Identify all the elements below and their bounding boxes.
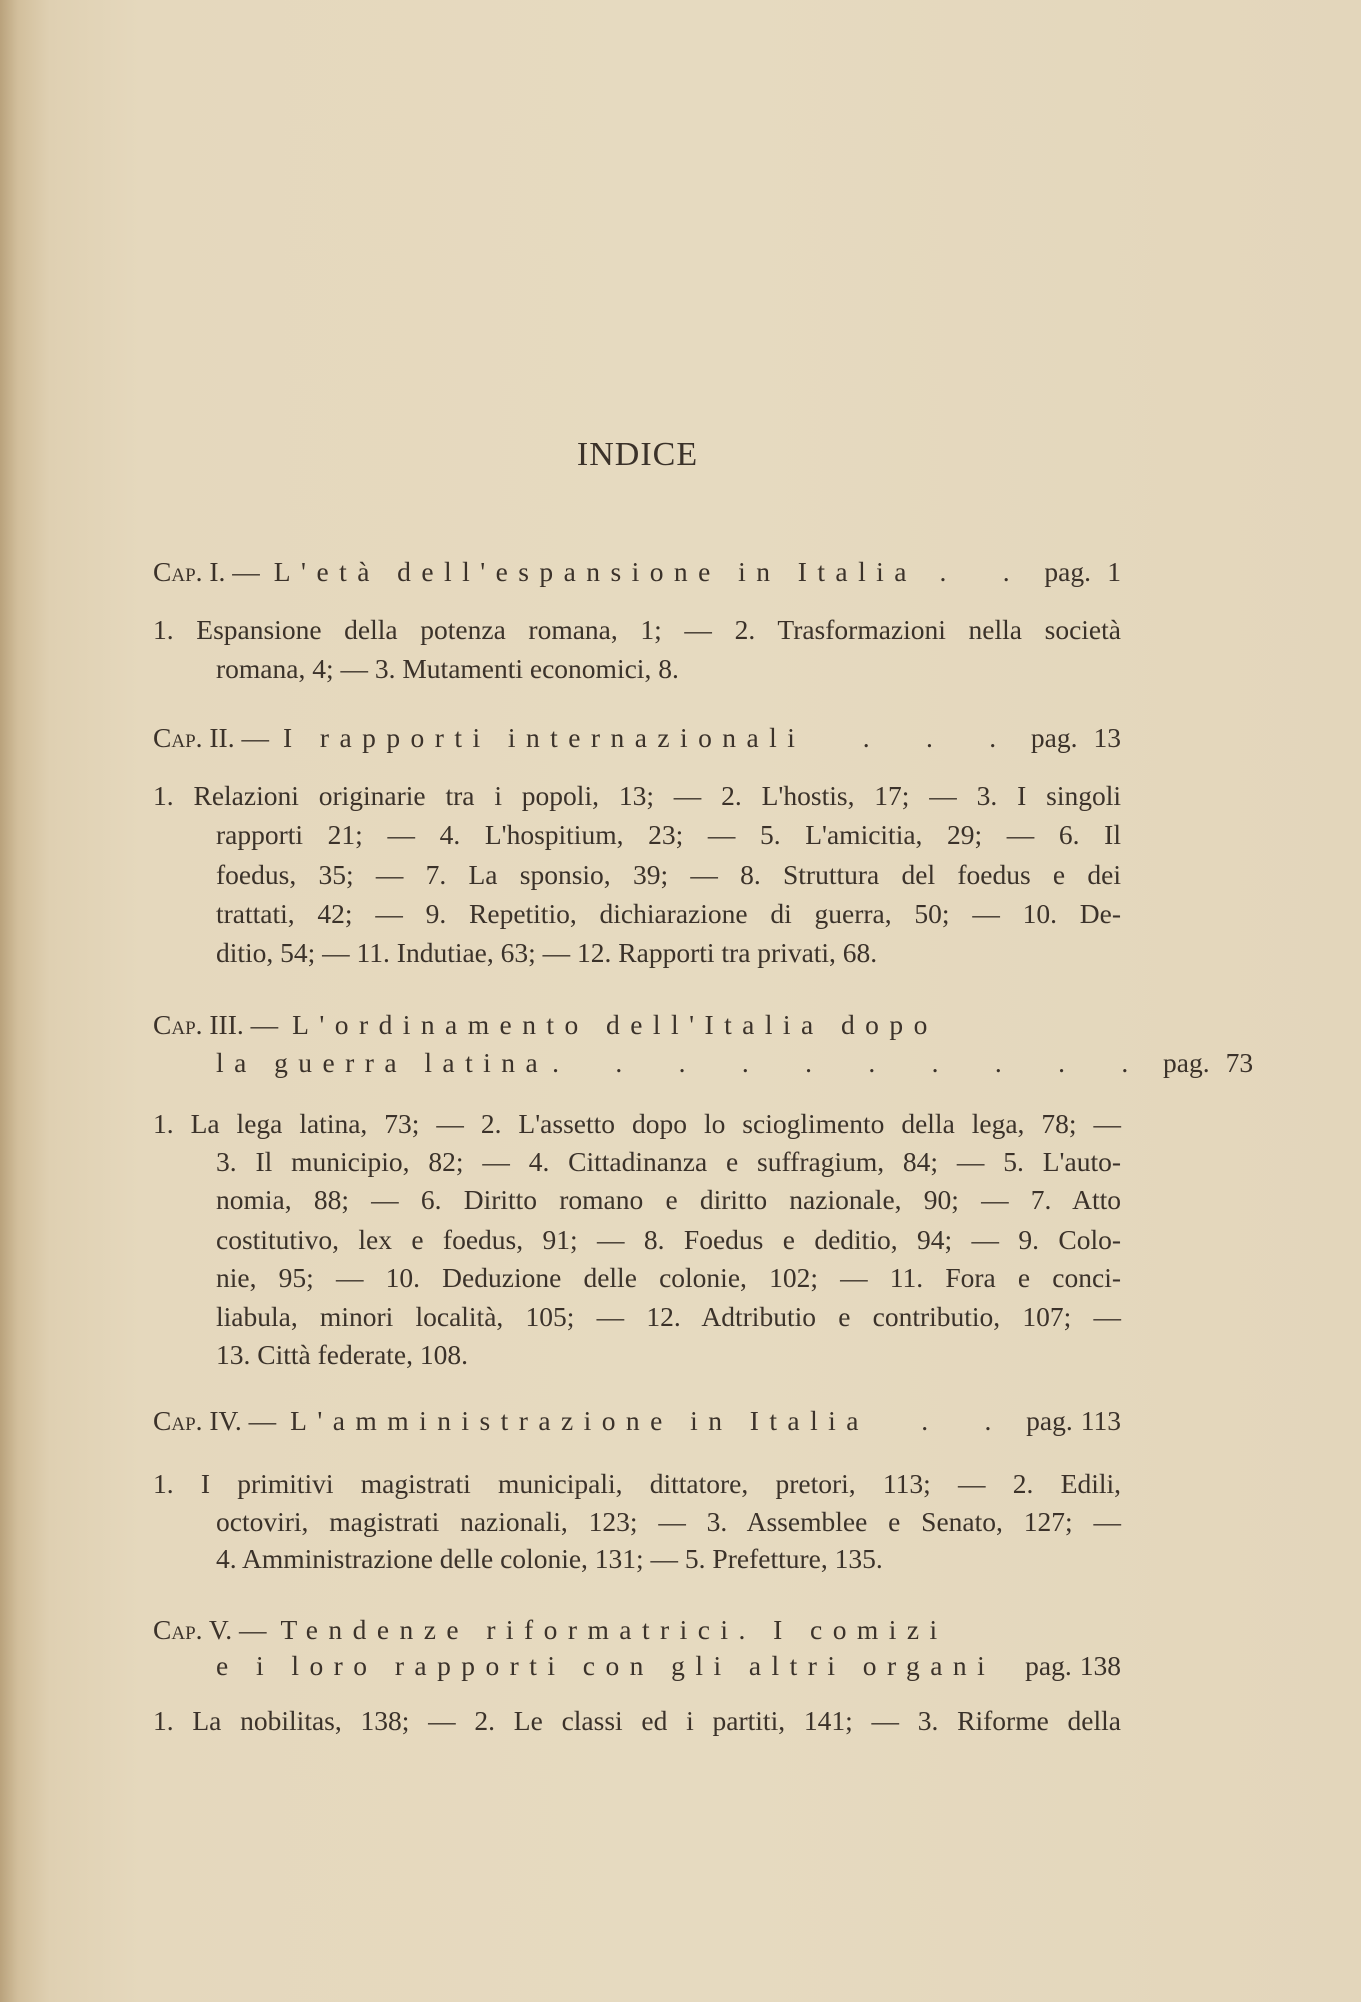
page-label: pag. (1044, 556, 1091, 587)
chapter-heading-4 (153, 1403, 1121, 1439)
page-number: 113 (1080, 1405, 1121, 1436)
contents-line: 13. Città federate, 108. (216, 1339, 468, 1370)
contents-line: octoviri, magistrati nazionali, 123; — 3. Assemblee e Senato, 127; — (216, 1506, 1121, 1537)
contents-line: 1. Relazioni originarie tra i popoli, 13; — 2. L'hostis, 17; — 3. I singoli (153, 780, 1121, 811)
page-number: 73 (1225, 1047, 1254, 1078)
chapter-heading-2 (153, 720, 1121, 756)
chapter-label: Cap. I. — (153, 556, 260, 587)
page-label: pag. (1030, 722, 1078, 753)
contents-line: trattati, 42; — 9. Repetitio, dichiarazione di guerra, 50; — 10. De- (216, 898, 1121, 929)
page-number: 13 (1093, 722, 1121, 753)
contents-line: nie, 95; — 10. Deduzione delle colonie, 102; — 11. Fora e conci- (216, 1262, 1121, 1293)
contents-line: foedus, 35; — 7. La sponsio, 39; — 8. Struttura del foedus e dei (216, 859, 1121, 890)
chapter-heading-5 (153, 1612, 1121, 1648)
contents-line: 1. La lega latina, 73; — 2. L'assetto dopo lo scioglimento della lega, 78; — (153, 1108, 1121, 1139)
leader-dots: . . . . . . . . . . (552, 1047, 1153, 1078)
contents-line: 1. Espansione della potenza romana, 1; — 2. Trasformazioni nella società (153, 614, 1121, 645)
page-title: INDICE (576, 436, 699, 473)
chapter-label: Cap. II. — (153, 722, 269, 753)
page-number: 138 (1079, 1650, 1121, 1681)
leader-dots: . . (939, 556, 1035, 587)
chapter-heading-5-cont (216, 1648, 1121, 1684)
chapter-title: L'età dell'espansione in Italia (273, 556, 917, 587)
page-label: pag. (1026, 1405, 1073, 1436)
contents-line: 3. Il municipio, 82; — 4. Cittadinanza e suffragium, 84; — 5. L'auto- (216, 1146, 1121, 1177)
chapter-label: Cap. IV. — (153, 1405, 277, 1436)
chapter-label: Cap. III. — (153, 1009, 279, 1040)
contents-line: romana, 4; — 3. Mutamenti economici, 8. (216, 653, 679, 684)
contents-line: liabula, minori località, 105; — 12. Adtributio e contributio, 107; — (216, 1301, 1121, 1332)
contents-line: ditio, 54; — 11. Indutiae, 63; — 12. Rapporti tra privati, 68. (216, 937, 878, 968)
page-number: 1 (1107, 556, 1121, 587)
chapter-heading-3-cont (216, 1045, 1254, 1081)
contents-line: 1. I primitivi magistrati municipali, dittatore, pretori, 113; — 2. Edili, (153, 1468, 1121, 1499)
contents-line: nomia, 88; — 6. Diritto romano e diritto nazionale, 90; — 7. Atto (216, 1184, 1121, 1215)
chapter-title: I rapporti internazionali (282, 722, 806, 753)
leader-dots: . . . (862, 722, 1021, 753)
contents-line: 4. Amministrazione delle colonie, 131; — 5. Prefetture, 135. (216, 1543, 883, 1574)
page-label: pag. (1025, 1650, 1072, 1681)
contents-line: 1. La nobilitas, 138; — 2. Le classi ed i partiti, 141; — 3. Riforme della (153, 1705, 1121, 1736)
chapter-label: Cap. V. — (153, 1614, 267, 1645)
page-label: pag. (1162, 1047, 1210, 1078)
chapter-title: la guerra latina (216, 1047, 549, 1078)
chapter-heading-3 (153, 1007, 1121, 1043)
chapter-title: L'ordinamento dell'Italia dopo (292, 1009, 938, 1040)
chapter-title: Tendenze riformatrici. I comizi (280, 1614, 948, 1645)
contents-line: rapporti 21; — 4. L'hospitium, 23; — 5. L'amicitia, 29; — 6. Il (216, 819, 1121, 850)
contents-line: costitutivo, lex e foedus, 91; — 8. Foedus e deditio, 94; — 9. Colo- (216, 1224, 1121, 1255)
chapter-title: e i loro rapporti con gli altri organi (216, 1650, 996, 1681)
leader-dots: . . (921, 1405, 1017, 1436)
chapter-heading-1 (153, 554, 1121, 590)
chapter-title: L'amministrazione in Italia (290, 1405, 869, 1436)
